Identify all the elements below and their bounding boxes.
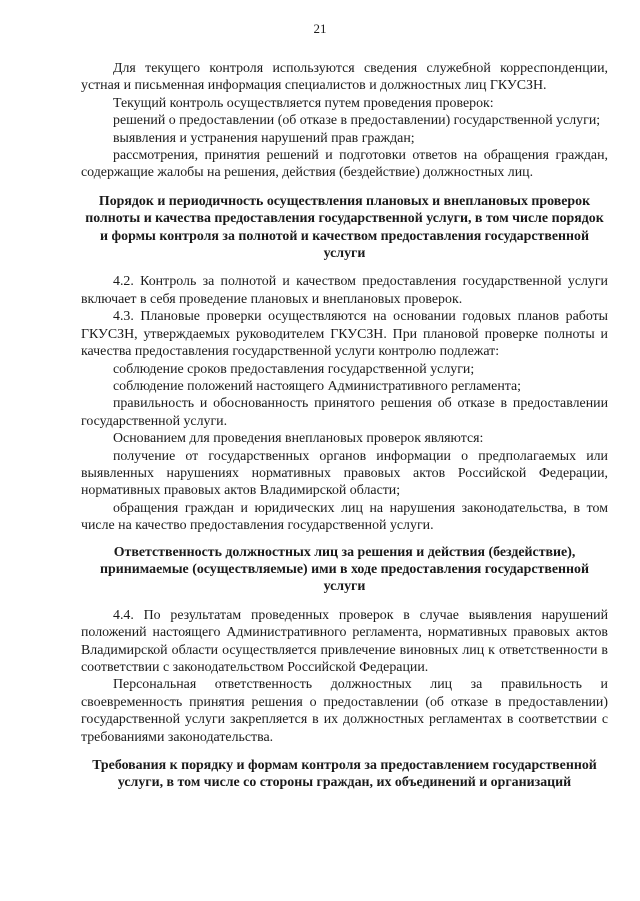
list-item: соблюдение сроков предоставления государственной услуги; bbox=[113, 361, 475, 377]
paragraph: Персональная ответственность должностных лиц за правильность и своевременность принятия решения о предоставлении (об отказе в предоставлении) государственной услуги закрепляется в их должностных регламентах в соответствии с требованиями законодательства. bbox=[81, 677, 608, 745]
page-number: 21 bbox=[313, 21, 327, 36]
list-item: обращения граждан и юридических лиц на нарушения законодательства, в том числе на качество предоставления государственной услуги. bbox=[81, 500, 608, 534]
paragraph: 4.2. Контроль за полнотой и качеством предоставления государственной услуги включает в себя проведение плановых и внеплановых проверок. bbox=[81, 274, 608, 307]
page-body bbox=[81, 60, 608, 792]
paragraph: Для текущего контроля используются сведения служебной корреспонденции, устная и письменная информация специалистов и должностных лиц ГКУСЗН. bbox=[81, 61, 608, 94]
section-heading: Порядок и периодичность осуществления плановых и внеплановых проверок полноты и качества предоставления государственной услуги, в том числе порядок и формы контроля за полнотой и качеством предоставления государственной услуги bbox=[85, 193, 604, 262]
paragraph: Текущий контроль осуществляется путем проведения проверок: bbox=[113, 95, 494, 111]
list-item: выявления и устранения нарушений прав граждан; bbox=[113, 130, 415, 146]
list-item: правильность и обоснованность принятого решения об отказе в предоставлении государственной услуги. bbox=[81, 396, 608, 429]
list-item: рассмотрения, принятия решений и подготовки ответов на обращения граждан, содержащие жалобы на решения, действия (бездействие) должностных лиц. bbox=[81, 148, 608, 181]
section-heading: Ответственность должностных лиц за решения и действия (бездействие), принимаемые (осуществляемые) ими в ходе предоставления государственной услуги bbox=[100, 544, 589, 595]
paragraph: 4.4. По результатам проведенных проверок в случае выявления нарушений положений настоящего Административного регламента, нормативных правовых актов Владимирской области осуществляется привлечение виновных лиц к ответственности в соответствии с законодательством Российской Федерации. bbox=[81, 607, 608, 675]
list-item: соблюдение положений настоящего Административного регламента; bbox=[113, 378, 522, 394]
paragraph: 4.3. Плановые проверки осуществляются на основании годовых планов работы ГКУСЗН, утверждаемых руководителем ГКУСЗН. При плановой проверке полноты и качества предоставления государственной услуги контролю подлежат: bbox=[81, 309, 608, 360]
paragraph: Основанием для проведения внеплановых проверок являются: bbox=[113, 431, 484, 447]
list-item: получение от государственных органов информации о предполагаемых или выявленных нарушениях нормативных правовых актов Российской Федерации, нормативных правовых актов Владимирской области; bbox=[81, 448, 608, 499]
section-heading: Требования к порядку и формам контроля за предоставлением государственной услуги, в том числе со стороны граждан, их объединений и организаций bbox=[92, 758, 597, 791]
list-item: решений о предоставлении (об отказе в предоставлении) государственной услуги; bbox=[113, 113, 601, 129]
